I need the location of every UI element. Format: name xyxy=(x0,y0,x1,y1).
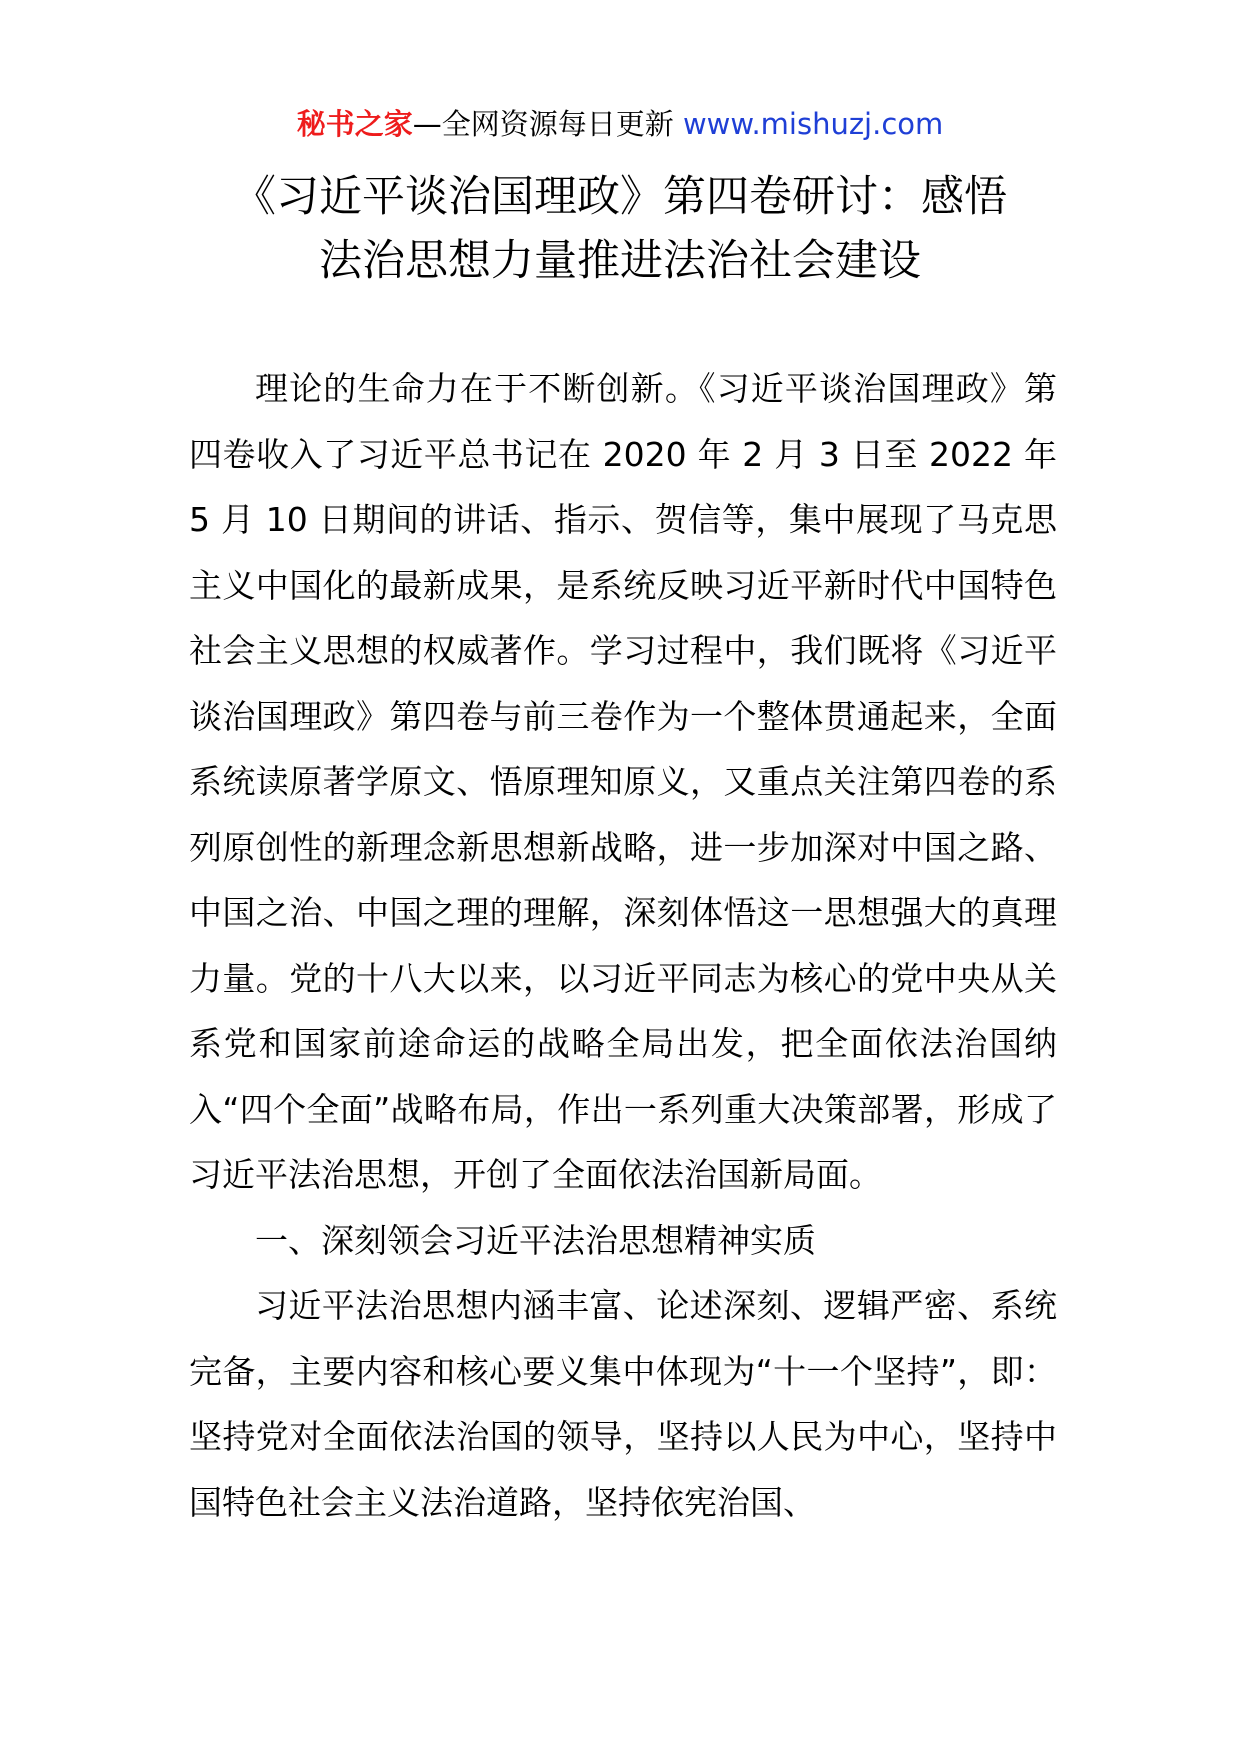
document-body xyxy=(189,356,1057,1535)
site-tagline: —全网资源每日更新 xyxy=(412,107,683,141)
title-line-2: 法治思想力量推进法治社会建设 xyxy=(319,236,921,286)
section-heading: 一、深刻领会习近平法治思想精神实质 xyxy=(255,1220,816,1260)
site-url-link[interactable]: www.mishuzj.com xyxy=(682,107,944,141)
title-line-1: 《习近平谈治国理政》第四卷研讨：感悟 xyxy=(233,172,1007,222)
body-paragraph: 理论的生命力在于不断创新。《习近平谈治国理政》第四卷收入了习近平总书记在 2020 年 2 月 3 日至 2022 年 5 月 10 日期间的讲话、指示、贺信等，集中展现了马克思主义中国化的最新成果，是系统反映习近平新时代中国特色社会主义思想的权威著作。学习过程中，我们既将《习近平谈治国理政》第四卷与前三卷作为一个整体贯通起来，全面系统读原著学原文、悟原理知原义，又重点关注第四卷的系列原创性的新理念新思想新战略，进一步加深对中国之路、中国之治、中国之理的理解，深刻体悟这一思想强大的真理力量。党的十八大以来，以习近平同志为核心的党中央从关系党和国家前途命运的战略全局出发，把全面依法治国纳入“四个全面”战略布局，作出一系列重大决策部署，形成了习近平法治思想，开创了全面依法治国新局面。 xyxy=(189,369,1057,1194)
site-header xyxy=(0,104,1240,144)
body-paragraph: 习近平法治思想内涵丰富、论述深刻、逻辑严密、系统完备，主要内容和核心要义集中体现为“十一个坚持”，即：坚持党对全面依法治国的领导，坚持以人民为中心，坚持中国特色社会主义法治道路，坚持依宪治国、 xyxy=(189,1286,1057,1522)
document-title xyxy=(0,165,1240,293)
site-brand: 秘书之家 xyxy=(296,107,413,141)
